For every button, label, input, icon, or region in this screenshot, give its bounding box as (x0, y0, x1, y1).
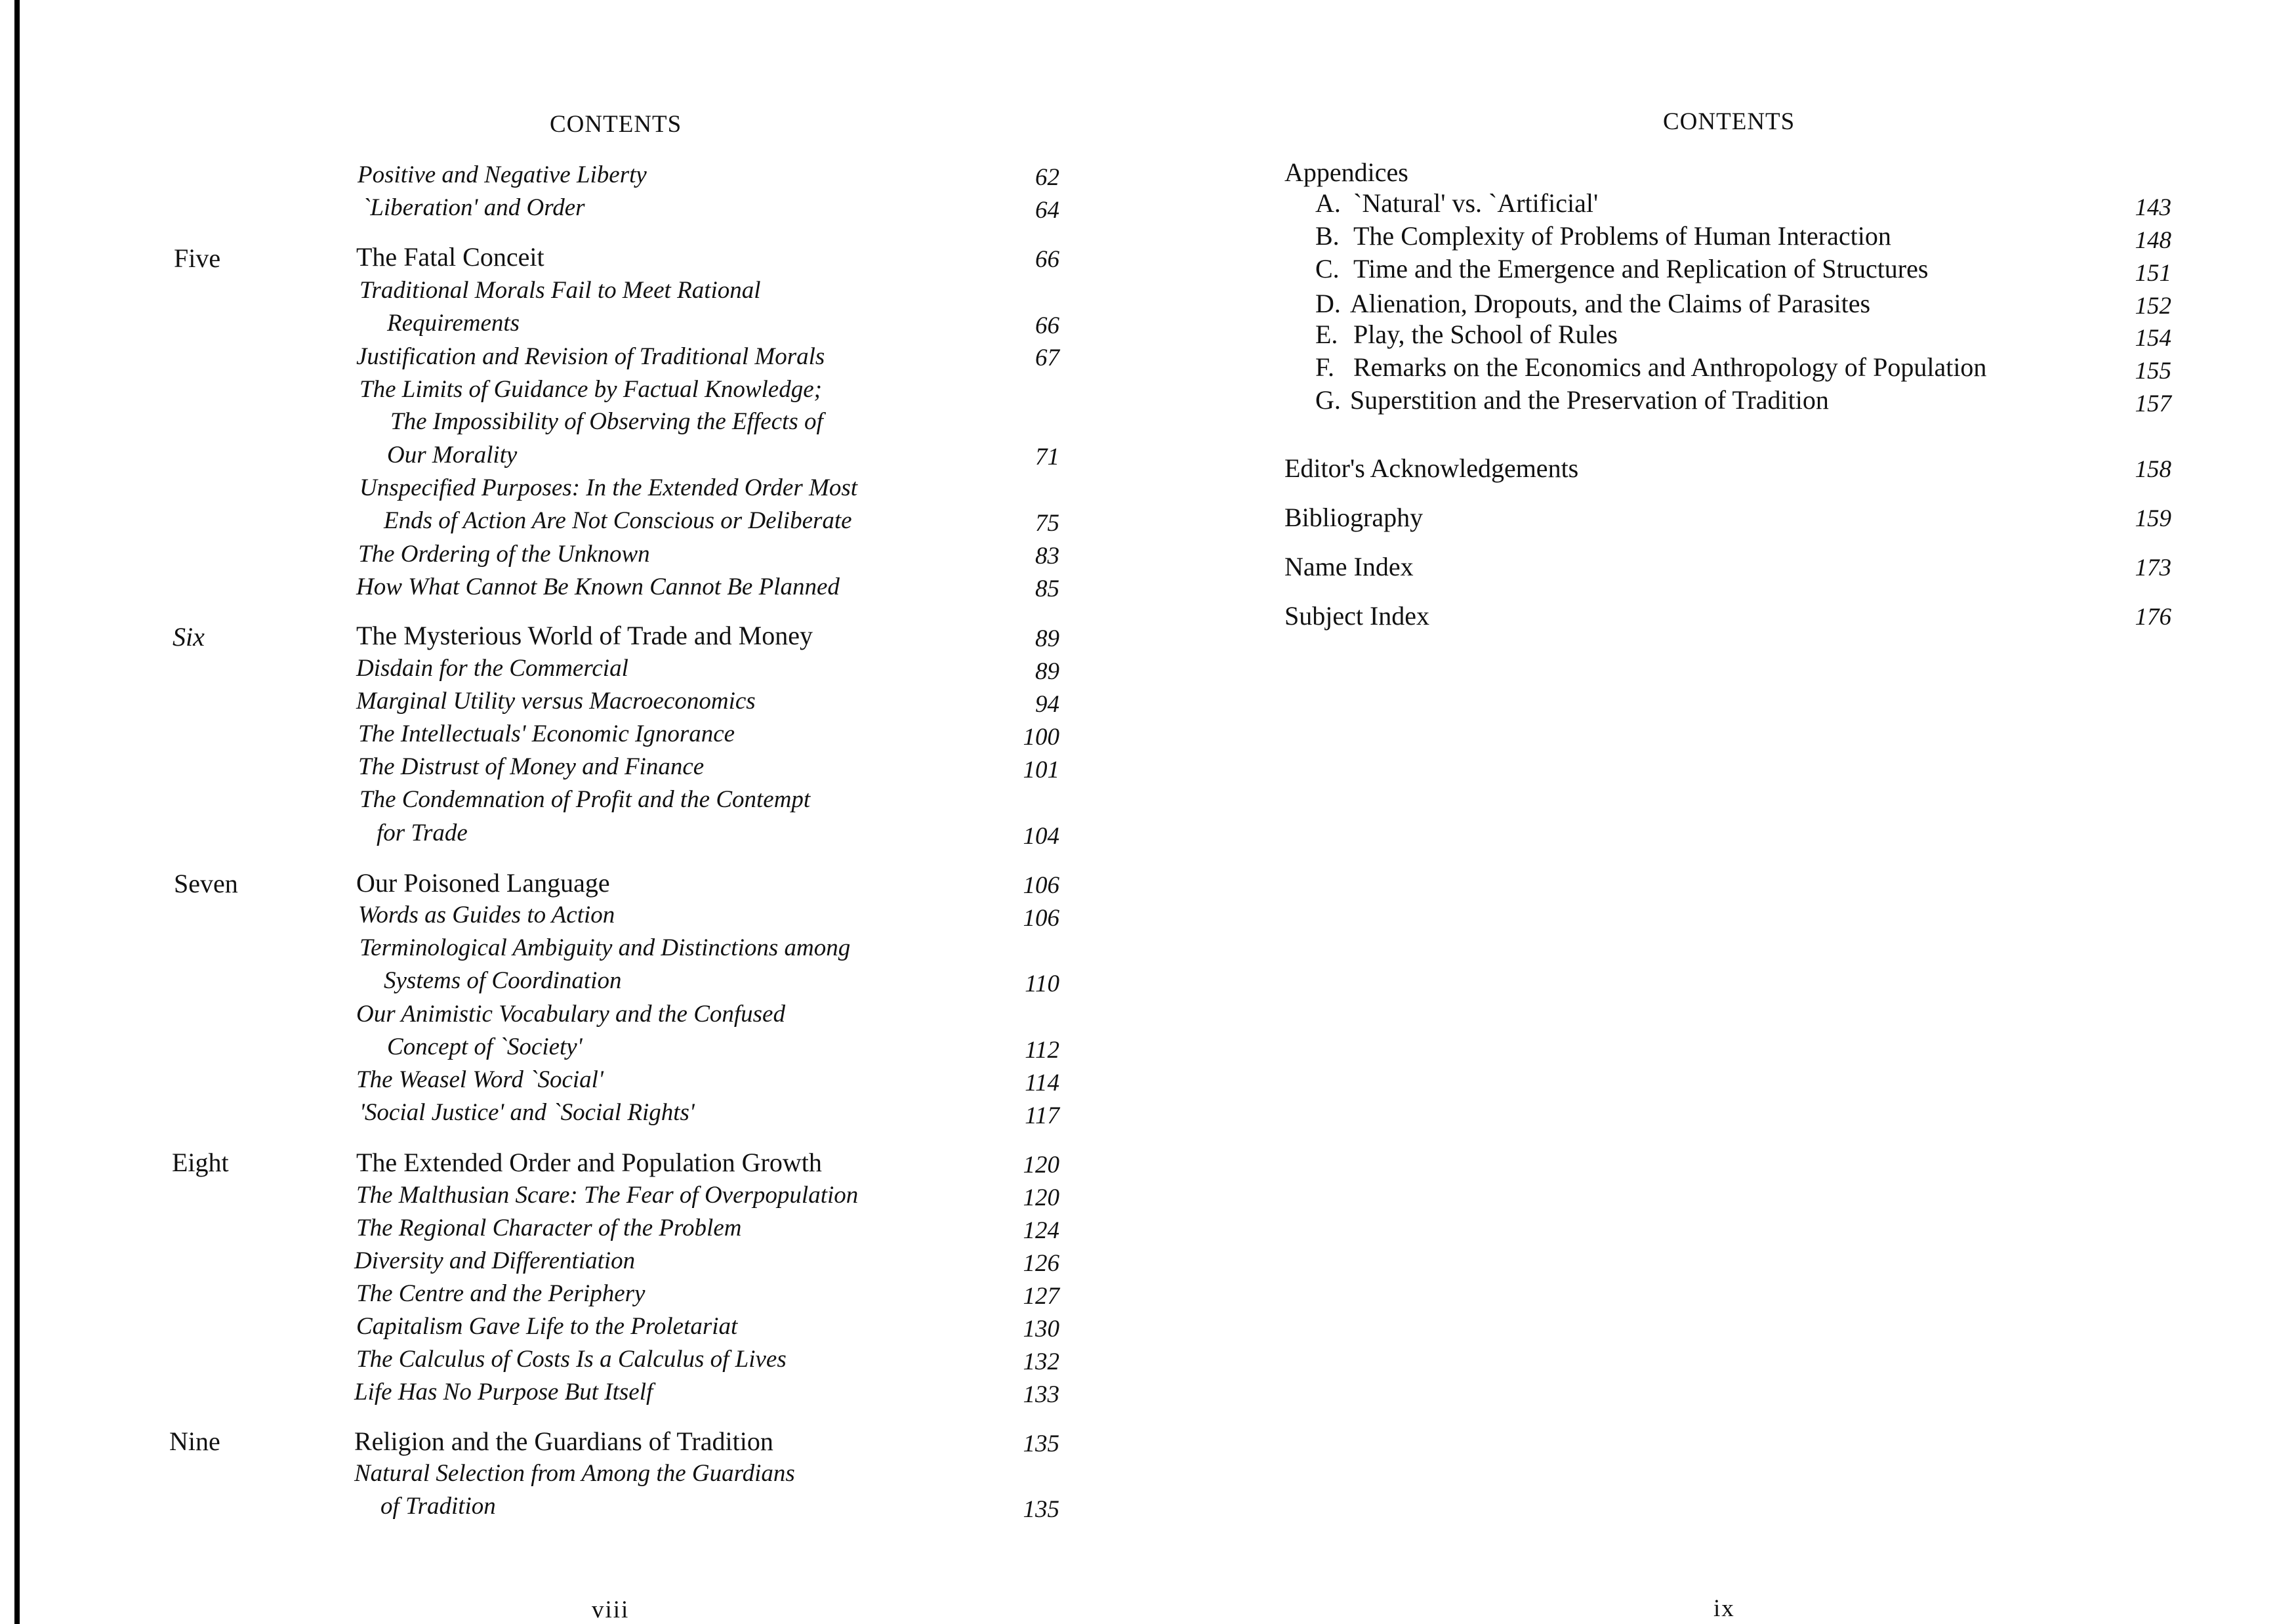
page-number: 120 (1023, 1184, 1059, 1211)
page-number: 85 (1035, 575, 1059, 602)
page-number: 94 (1035, 691, 1059, 718)
section-title-continued: Ends of Action Are Not Conscious or Deliberate (384, 507, 852, 534)
page-number: 67 (1035, 344, 1059, 371)
section-title: Natural Selection from Among the Guardians (354, 1460, 795, 1487)
section-title: How What Cannot Be Known Cannot Be Planned (356, 573, 840, 600)
page-number: 62 (1035, 164, 1059, 191)
page-number: 159 (2135, 505, 2171, 532)
appendix-line (1315, 223, 1891, 249)
appendix-letter: D. (1315, 289, 1341, 318)
chapter-label: Eight (172, 1148, 229, 1177)
section-title: The Limits of Guidance by Factual Knowledge; (359, 376, 822, 403)
appendix-title: Time and the Emergence and Replication of Structures (1353, 254, 1929, 283)
section-title: Positive and Negative Liberty (358, 161, 647, 188)
section-title: `Liberation' and Order (362, 194, 585, 221)
section-title: The Intellectuals' Economic Ignorance (358, 720, 735, 747)
section-title: Disdain for the Commercial (356, 655, 628, 682)
section-title: Capitalism Gave Life to the Proletariat (356, 1313, 738, 1340)
page-number: 157 (2135, 390, 2171, 417)
page-number: 106 (1023, 872, 1059, 899)
page-number: 106 (1023, 905, 1059, 932)
section-title: Words as Guides to Action (358, 902, 615, 928)
appendix-letter: G. (1315, 385, 1341, 415)
section-title-continued: Systems of Coordination (384, 967, 622, 994)
chapter-title: The Mysterious World of Trade and Money (356, 621, 813, 650)
page-number: 154 (2135, 325, 2171, 352)
page-number: 143 (2135, 194, 2171, 221)
page-number: 127 (1023, 1283, 1059, 1310)
page-number: 135 (1023, 1430, 1059, 1457)
section-title: Justification and Revision of Traditional Morals (356, 343, 825, 370)
appendix-letter: F. (1315, 352, 1335, 382)
page-number: 66 (1035, 246, 1059, 273)
page-number: 151 (2135, 260, 2171, 287)
chapter-label: Six (173, 622, 205, 652)
appendix-title: The Complexity of Problems of Human Interaction (1353, 221, 1891, 251)
appendix-line (1315, 256, 1928, 282)
page-number: 117 (1025, 1102, 1059, 1129)
page-number: 83 (1035, 543, 1059, 570)
appendix-title: `Natural' vs. `Artificial' (1353, 188, 1599, 218)
appendix-title: Play, the School of Rules (1353, 320, 1618, 349)
page-number: 71 (1035, 444, 1059, 470)
back-matter-title: Subject Index (1284, 601, 1430, 631)
page-number: 100 (1023, 724, 1059, 751)
page-number: 176 (2135, 604, 2171, 631)
page-number: 130 (1023, 1316, 1059, 1343)
right-page-folio: ix (1713, 1595, 1735, 1622)
section-title: Traditional Morals Fail to Meet Rational (359, 277, 761, 304)
page-number: 104 (1023, 823, 1059, 850)
page-number: 110 (1025, 970, 1059, 997)
section-title: Diversity and Differentiation (354, 1247, 636, 1274)
appendix-letter: C. (1315, 254, 1340, 283)
section-title: The Regional Character of the Problem (356, 1215, 742, 1241)
appendices-title: Appendices (1284, 157, 1408, 187)
page-number: 114 (1025, 1070, 1059, 1096)
appendix-title: Alienation, Dropouts, and the Claims of Parasites (1349, 289, 1871, 318)
page-number: 89 (1035, 625, 1059, 652)
back-matter-title: Bibliography (1284, 503, 1424, 532)
section-title: Unspecified Purposes: In the Extended Order Most (359, 474, 858, 501)
chapter-label: Five (174, 243, 221, 273)
appendix-title: Remarks on the Economics and Anthropology of Population (1353, 352, 1987, 382)
section-title-continued: The Impossibility of Observing the Effects of (390, 408, 823, 435)
section-title-continued: Concept of `Society' (387, 1033, 583, 1060)
section-title: Terminological Ambiguity and Distinctions among (359, 934, 851, 961)
appendix-title: Superstition and the Preservation of Tradition (1349, 385, 1829, 415)
section-title: The Calculus of Costs Is a Calculus of Lives (356, 1346, 787, 1373)
appendix-line (1315, 387, 1829, 413)
section-title: The Ordering of the Unknown (358, 541, 650, 568)
section-title: The Distrust of Money and Finance (358, 753, 705, 780)
page-number: 173 (2135, 554, 2171, 581)
chapter-label: Seven (174, 869, 238, 898)
appendix-line (1315, 322, 1618, 348)
section-title: The Malthusian Scare: The Fear of Overpopulation (356, 1182, 859, 1209)
page-number: 66 (1035, 312, 1059, 339)
appendix-line (1315, 190, 1598, 217)
appendix-letter: E. (1315, 320, 1338, 349)
page-number: 89 (1035, 658, 1059, 685)
page-number: 64 (1035, 197, 1059, 224)
section-title: Our Animistic Vocabulary and the Confused (356, 1001, 785, 1028)
page-number: 126 (1023, 1250, 1059, 1277)
section-title-continued: of Tradition (380, 1493, 496, 1520)
section-title-continued: Our Morality (387, 442, 518, 468)
page-number: 135 (1023, 1496, 1059, 1523)
appendix-letter: B. (1315, 221, 1340, 251)
page-number: 124 (1023, 1217, 1059, 1244)
page-number: 112 (1025, 1037, 1059, 1064)
page-number: 101 (1023, 757, 1059, 783)
chapter-title: The Extended Order and Population Growth (356, 1148, 822, 1177)
section-title: Life Has No Purpose But Itself (354, 1379, 653, 1405)
book-spine-edge (14, 0, 20, 1624)
page-number: 133 (1023, 1381, 1059, 1408)
page-number: 158 (2135, 456, 2171, 483)
page-number: 148 (2135, 227, 2171, 254)
page-number: 120 (1023, 1152, 1059, 1178)
section-title: The Weasel Word `Social' (356, 1066, 604, 1093)
chapter-label: Nine (169, 1426, 220, 1456)
appendix-line (1315, 354, 1986, 381)
left-page-heading: CONTENTS (550, 111, 682, 138)
appendix-letter: A. (1315, 188, 1341, 218)
section-title: 'Social Justice' and `Social Rights' (359, 1099, 695, 1126)
appendix-line (1315, 291, 1870, 317)
page-number: 132 (1023, 1348, 1059, 1375)
section-title-continued: for Trade (377, 820, 468, 846)
left-page-folio: viii (592, 1596, 630, 1623)
section-title: Marginal Utility versus Macroeconomics (356, 688, 756, 715)
back-matter-title: Editor's Acknowledgements (1284, 453, 1579, 483)
back-matter-title: Name Index (1284, 552, 1414, 581)
page-number: 75 (1035, 510, 1059, 537)
chapter-title: The Fatal Conceit (356, 242, 544, 272)
section-title-continued: Requirements (387, 310, 520, 337)
section-title: The Condemnation of Profit and the Contempt (359, 786, 811, 813)
page-number: 152 (2135, 293, 2171, 320)
section-title: The Centre and the Periphery (356, 1280, 646, 1307)
chapter-title: Our Poisoned Language (356, 868, 610, 898)
page-number: 155 (2135, 358, 2171, 385)
chapter-title: Religion and the Guardians of Tradition (354, 1426, 773, 1456)
right-page-heading: CONTENTS (1663, 108, 1795, 135)
